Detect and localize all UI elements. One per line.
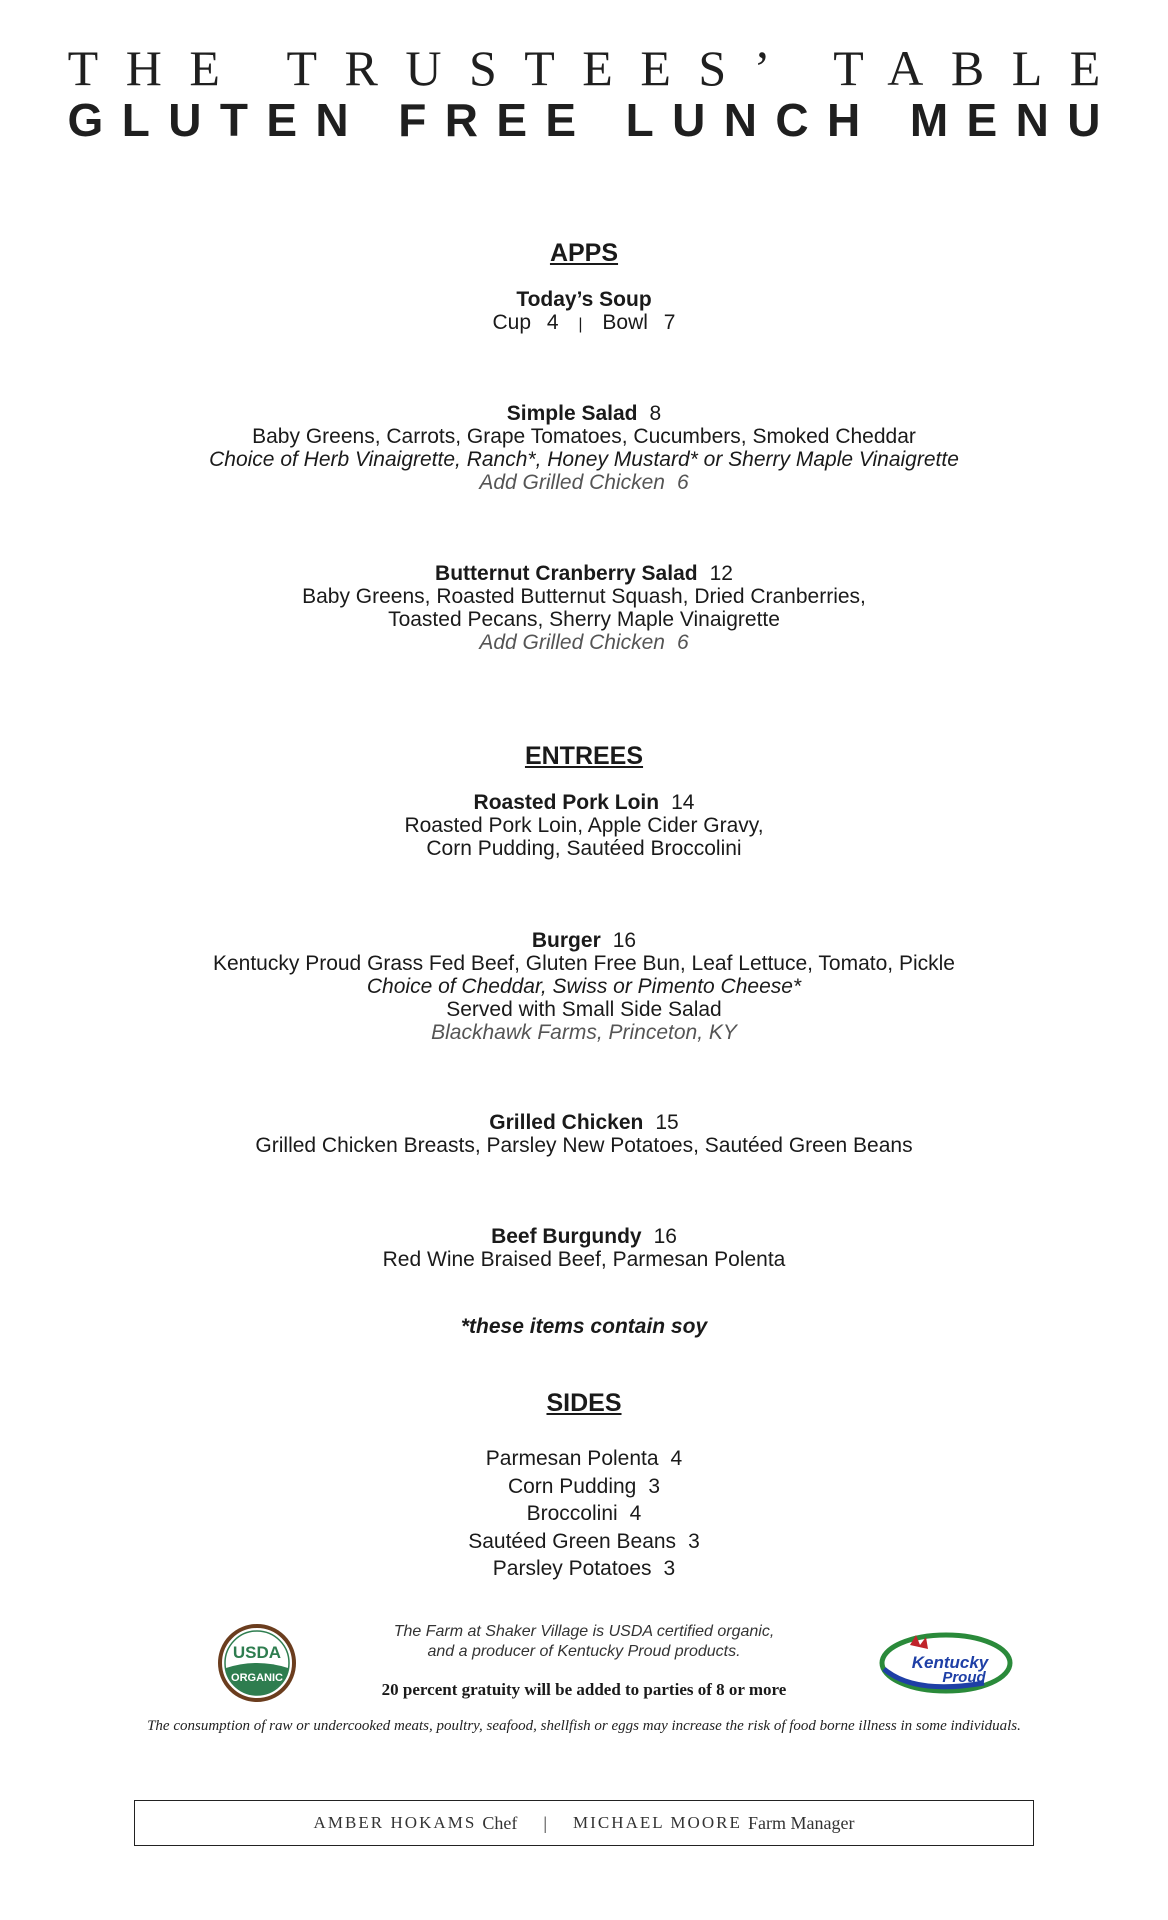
farm-statement-line: and a producer of Kentucky Proud products. — [427, 1643, 741, 1660]
menu-item-burger — [0, 929, 1168, 1044]
section-title-sides: SIDES — [546, 1389, 622, 1417]
item-price: 12 — [709, 562, 733, 585]
item-addon — [0, 471, 1168, 494]
side-item — [0, 1473, 1168, 1501]
menu-item-butternut-salad — [0, 562, 1168, 654]
side-name: Broccolini — [526, 1502, 618, 1525]
ky-logo-text-1: Kentucky — [911, 1653, 989, 1672]
restaurant-name: THE TRUSTEES’ TABLE — [67, 40, 1128, 96]
soy-note — [0, 1315, 1168, 1338]
side-name: Parsley Potatoes — [492, 1557, 652, 1580]
side-name: Corn Pudding — [507, 1474, 637, 1498]
section-title-entrees: ENTREES — [524, 742, 644, 770]
cup-price: 4 — [546, 311, 559, 334]
item-name: Simple Salad — [506, 402, 638, 425]
addon-label: Add Grilled Chicken — [479, 631, 665, 654]
chef-role: Chef — [482, 1812, 518, 1833]
item-price: 15 — [655, 1111, 679, 1134]
item-name: Butternut Cranberry Salad — [435, 562, 698, 585]
price-separator: | — [578, 316, 583, 333]
item-name: Burger — [531, 929, 601, 952]
item-desc: Grilled Chicken Breasts, Parsley New Potatoes, Sautéed Green Beans — [255, 1134, 913, 1157]
addon-label: Add Grilled Chicken — [479, 471, 665, 494]
side-price: 4 — [670, 1447, 683, 1470]
sides-list — [0, 1445, 1168, 1583]
item-desc — [0, 311, 1168, 336]
item-name: Beef Burgundy — [491, 1225, 642, 1248]
item-desc: Toasted Pecans, Sherry Maple Vinaigrette — [388, 608, 780, 631]
item-price: 16 — [653, 1225, 677, 1248]
farm-statement-line: The Farm at Shaker Village is USDA certified organic, — [393, 1623, 775, 1640]
item-price: 14 — [671, 791, 695, 814]
farm-manager-role: Farm Manager — [748, 1812, 855, 1833]
side-item — [0, 1555, 1168, 1583]
ky-logo-text-2: Proud — [942, 1669, 986, 1686]
menu-item-soup — [0, 288, 1168, 336]
item-desc: Kentucky Proud Grass Fed Beef, Gluten Free Bun, Leaf Lettuce, Tomato, Pickle — [212, 952, 955, 975]
bowl-label: Bowl — [602, 311, 648, 334]
item-desc: Red Wine Braised Beef, Parmesan Polenta — [382, 1248, 786, 1271]
item-price: 16 — [612, 929, 637, 952]
side-item — [0, 1528, 1168, 1556]
side-price: 4 — [629, 1502, 642, 1525]
item-choice: Choice of Herb Vinaigrette, Ranch*, Honey Mustard* or Sherry Maple Vinaigrette — [209, 448, 959, 471]
side-price: 3 — [663, 1557, 676, 1580]
staff-divider: | — [543, 1812, 548, 1833]
menu-item-simple-salad — [0, 402, 1168, 494]
side-name: Parmesan Polenta — [485, 1447, 659, 1470]
item-choice: Choice of Cheddar, Swiss or Pimento Cheese* — [366, 975, 802, 998]
cup-label: Cup — [492, 311, 532, 334]
addon-price: 6 — [676, 471, 689, 494]
menu-item-pork-loin — [0, 791, 1168, 860]
item-desc: Roasted Pork Loin, Apple Cider Gravy, — [404, 814, 764, 837]
food-safety-disclaimer: The consumption of raw or undercooked meats, poultry, seafood, shellfish or eggs may increase the risk of food borne illness in some individuals. — [147, 1718, 1021, 1734]
side-price: 3 — [648, 1474, 661, 1498]
section-title-apps: APPS — [549, 239, 619, 267]
side-price: 3 — [688, 1529, 700, 1553]
side-item — [0, 1445, 1168, 1473]
menu-item-beef-burgundy — [0, 1225, 1168, 1271]
item-desc: Baby Greens, Roasted Butternut Squash, Dried Cranberries, — [302, 585, 866, 608]
item-addon — [0, 631, 1168, 654]
soy-note-text: *these items contain soy — [460, 1315, 708, 1338]
item-source: Blackhawk Farms, Princeton, KY — [431, 1021, 737, 1044]
item-name: Roasted Pork Loin — [473, 791, 660, 814]
chef-name: AMBER HOKAMS — [313, 1813, 477, 1832]
item-price: 8 — [649, 402, 662, 425]
menu-title: GLUTEN FREE LUNCH MENU — [67, 94, 1119, 146]
item-name: Today’s Soup — [516, 288, 652, 311]
usda-logo-top-text: USDA — [232, 1643, 282, 1662]
farm-manager-name: MICHAEL MOORE — [573, 1813, 742, 1832]
menu-item-grilled-chicken — [0, 1111, 1168, 1157]
side-name: Sautéed Green Beans — [468, 1529, 677, 1553]
item-served: Served with Small Side Salad — [446, 998, 722, 1021]
side-item — [0, 1500, 1168, 1528]
usda-logo-bottom-text: ORGANIC — [231, 1672, 283, 1684]
bowl-price: 7 — [663, 311, 676, 334]
item-desc: Baby Greens, Carrots, Grape Tomatoes, Cucumbers, Smoked Cheddar — [252, 425, 916, 448]
staff-credits — [134, 1800, 1034, 1846]
gratuity-note: 20 percent gratuity will be added to parties of 8 or more — [381, 1680, 787, 1699]
item-name: Grilled Chicken — [489, 1111, 644, 1134]
addon-price: 6 — [676, 631, 689, 654]
item-desc: Corn Pudding, Sautéed Broccolini — [426, 837, 742, 860]
